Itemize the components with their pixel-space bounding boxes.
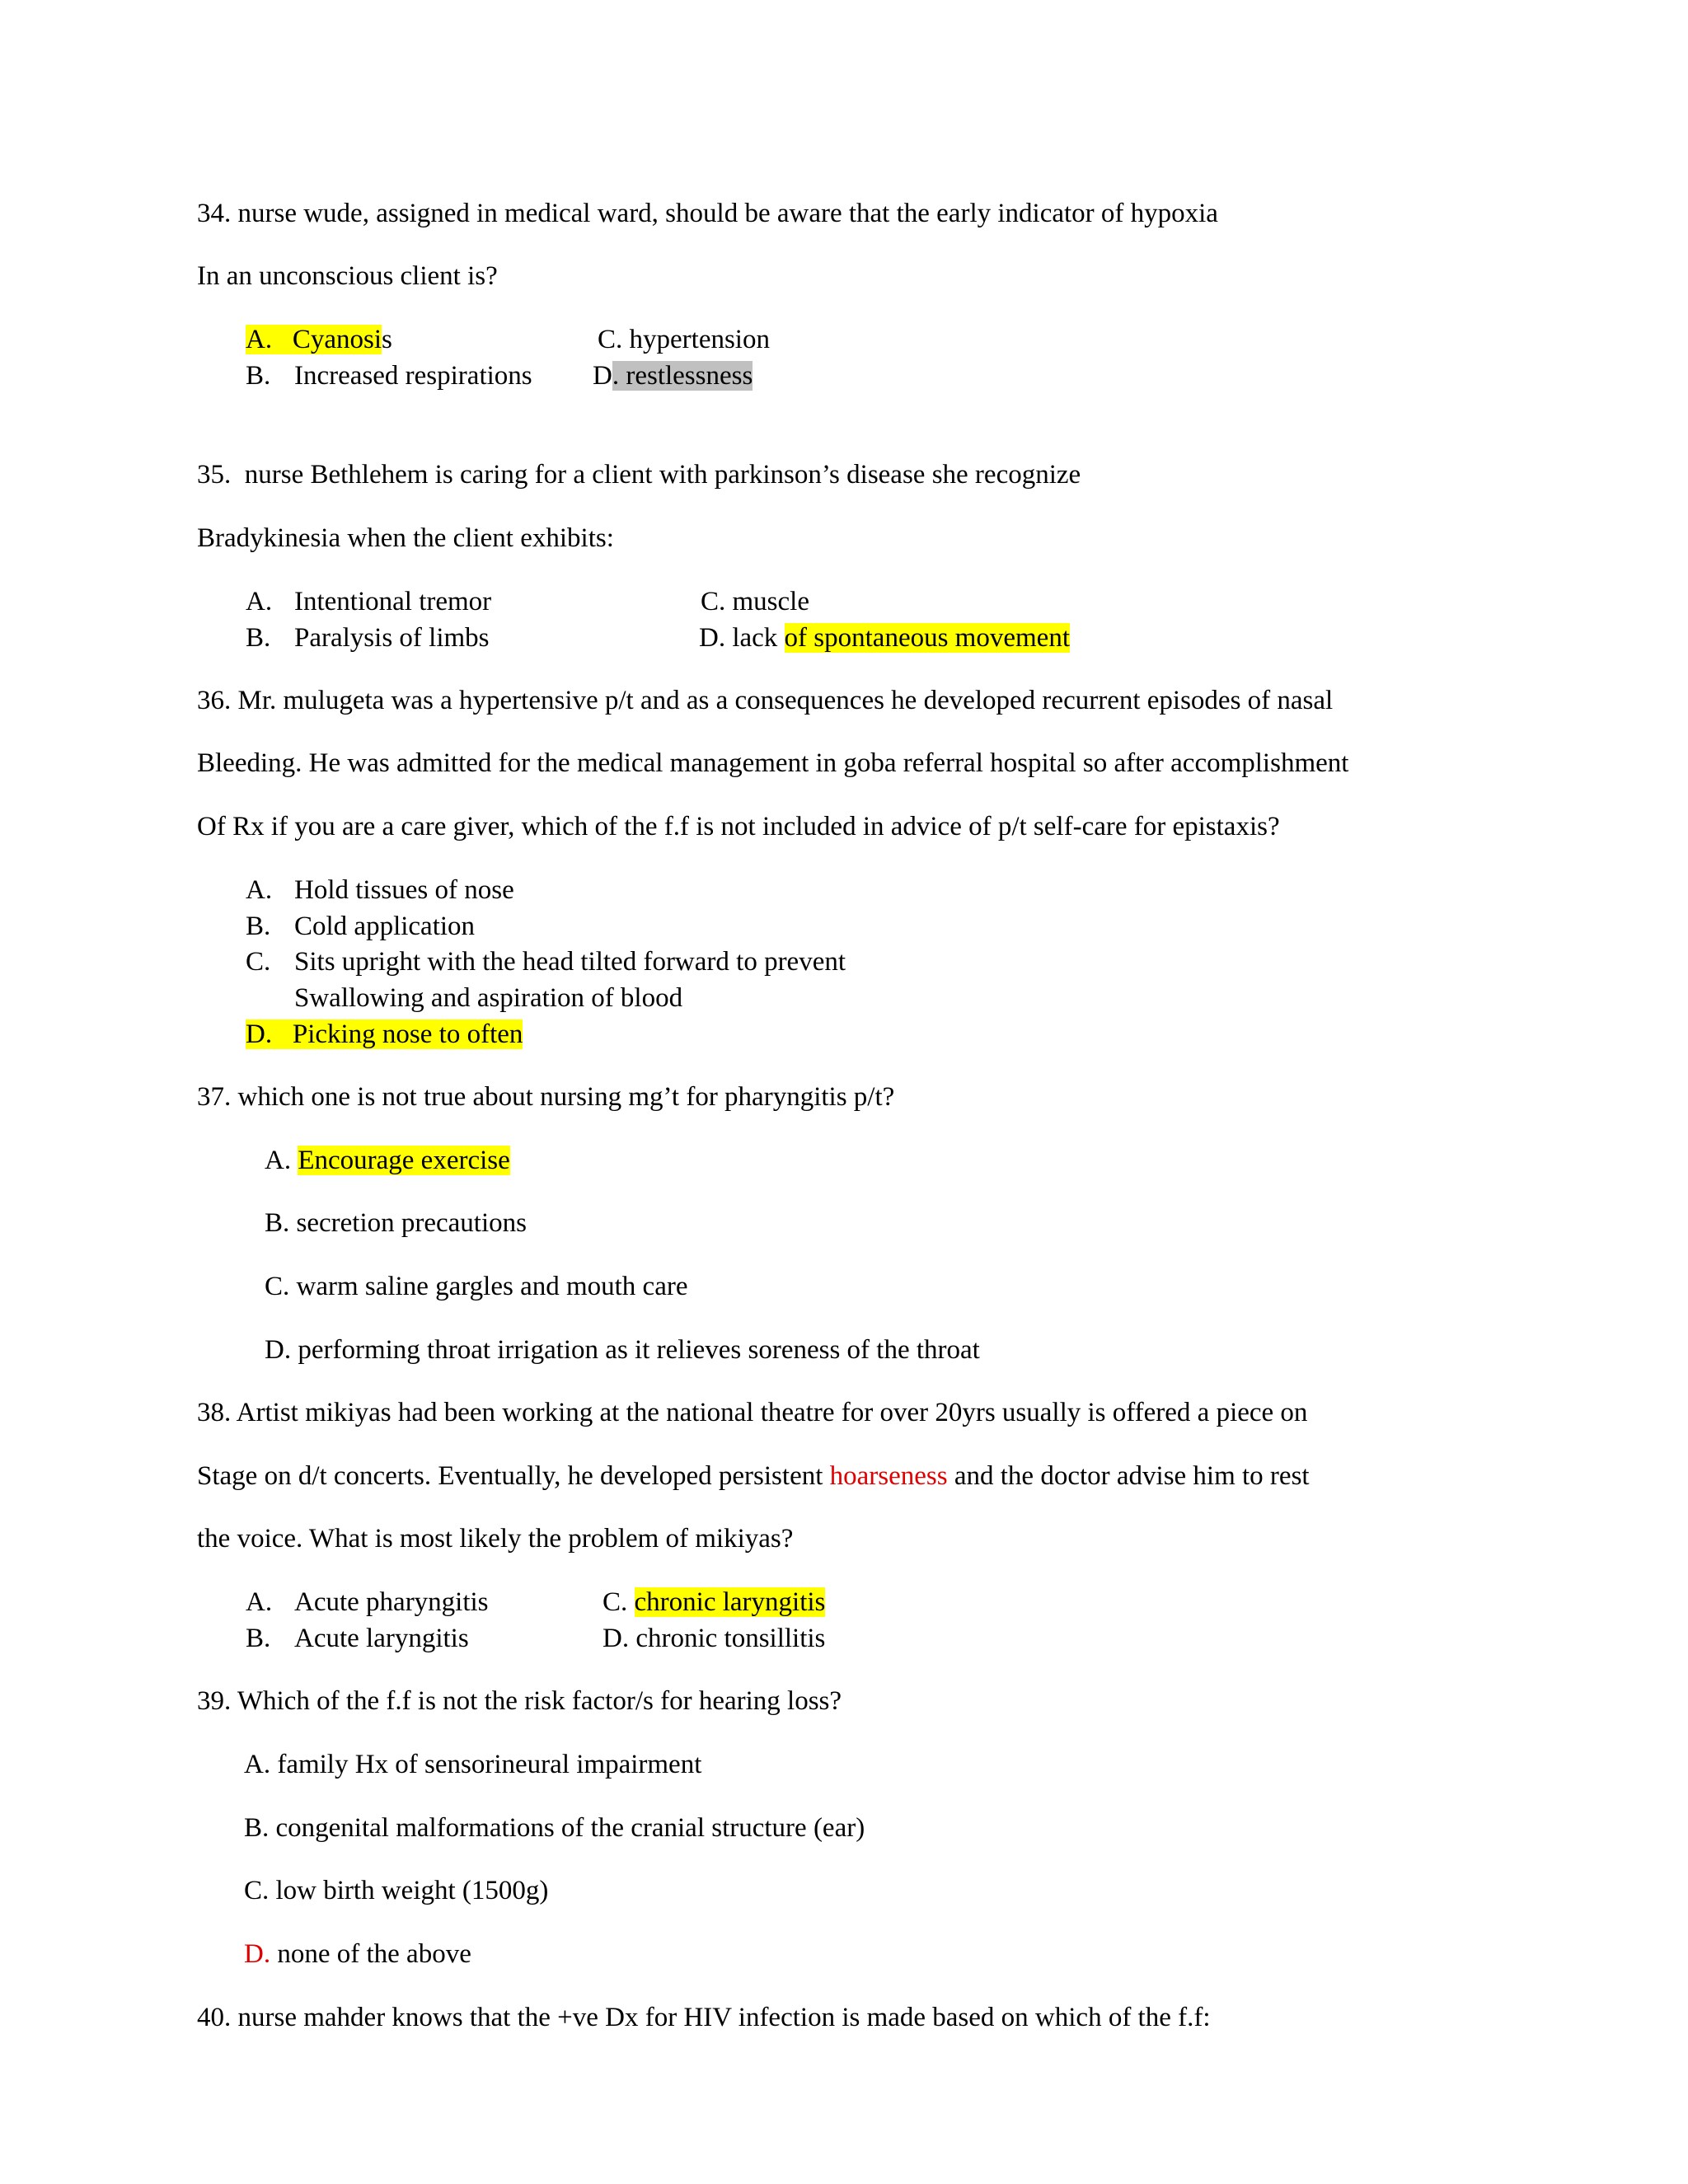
q37-option-a-highlighted: Encourage exercise — [298, 1146, 510, 1175]
question-38-line-3: the voice. What is most likely the problem of mikiyas? — [197, 1524, 794, 1554]
q38-option-c-highlighted: chronic laryngitis — [634, 1587, 826, 1617]
q36-option-c-label: C. — [246, 947, 271, 977]
question-39-line-1: 39. Which of the f.f is not the risk factor/s for hearing loss? — [197, 1686, 842, 1716]
q34-option-a-rest: s — [382, 325, 392, 354]
q36-option-d — [246, 1021, 523, 1048]
q36-option-b-text: Cold application — [294, 912, 476, 941]
q36-option-d-gap — [272, 1019, 293, 1049]
q36-option-a-label: A. — [246, 875, 273, 905]
q35-option-d-prefix: D. lack — [699, 623, 785, 653]
q34-option-a-gap — [272, 325, 293, 354]
q38-option-b-label: B. — [246, 1624, 271, 1653]
q37-option-c: C. warm saline gargles and mouth care — [265, 1272, 688, 1301]
question-34-line-1: 34. nurse wude, assigned in medical ward, should be aware that the early indicator of hypoxia — [197, 199, 1218, 228]
q35-option-a-text: Intentional tremor — [294, 587, 492, 616]
q36-option-d-label: D. — [246, 1019, 273, 1049]
q38-line-2-end: and the doctor advise him to rest — [947, 1461, 1310, 1491]
q38-option-c — [603, 1589, 825, 1616]
question-36-line-2: Bleeding. He was admitted for the medical management in goba referral hospital so after accomplishment — [197, 748, 1349, 778]
q39-option-a: A. family Hx of sensorineural impairment — [244, 1750, 702, 1779]
q37-option-a — [265, 1147, 510, 1174]
q34-option-a-label: A. — [246, 325, 273, 354]
question-38-line-1: 38. Artist mikiyas had been working at the national theatre for over 20yrs usually is offered a piece on — [197, 1398, 1308, 1427]
q36-option-d-text: Picking nose to often — [292, 1019, 523, 1049]
q39-option-d-text: none of the above — [270, 1939, 471, 1969]
q35-option-d — [699, 625, 1070, 652]
q39-option-c: C. low birth weight (1500g) — [244, 1876, 549, 1905]
q37-option-b: B. secretion precautions — [265, 1208, 527, 1238]
q36-option-c-text-2: Swallowing and aspiration of blood — [294, 983, 683, 1013]
question-34-line-2: In an unconscious client is? — [197, 261, 498, 291]
q38-line-2-start: Stage on d/t concerts. Eventually, he developed persistent — [197, 1461, 830, 1491]
q39-option-d-label: D. — [244, 1939, 271, 1969]
q36-option-c-text-1: Sits upright with the head tilted forward to prevent — [294, 947, 846, 977]
q38-option-c-label: C. — [603, 1587, 635, 1617]
q34-option-c: C. hypertension — [598, 325, 770, 354]
q34-option-d-highlighted: . restlessness — [612, 361, 753, 391]
q35-option-a-label: A. — [246, 587, 273, 616]
question-35-line-1: 35. nurse Bethlehem is caring for a client with parkinson’s disease she recognize — [197, 460, 1081, 490]
q36-option-b-label: B. — [246, 912, 271, 941]
question-40-line-1: 40. nurse mahder knows that the +ve Dx for HIV infection is made based on which of the f.f: — [197, 2003, 1211, 2032]
question-37-line-1: 37. which one is not true about nursing mg’t for pharyngitis p/t? — [197, 1082, 895, 1112]
q38-option-b-text: Acute laryngitis — [294, 1624, 469, 1653]
q34-option-d-label: D — [593, 361, 612, 391]
q39-option-d — [244, 1941, 471, 1968]
question-36-line-3: Of Rx if you are a care giver, which of the f.f is not included in advice of p/t self-care for epistaxis? — [197, 812, 1280, 841]
q34-option-b-label: B. — [246, 361, 271, 391]
q35-option-d-highlighted: of spontaneous movement — [784, 623, 1070, 653]
q34-option-a — [246, 326, 392, 354]
q34-option-b-text: Increased respirations — [294, 361, 532, 391]
q35-option-b-text: Paralysis of limbs — [294, 623, 490, 653]
question-38-line-2 — [197, 1463, 1310, 1490]
q35-option-c: C. muscle — [701, 587, 809, 616]
q35-option-b-label: B. — [246, 623, 271, 653]
q38-line-2-red-word: hoarseness — [829, 1461, 948, 1491]
q37-option-a-label: A. — [265, 1146, 298, 1175]
q39-option-b: B. congenital malformations of the cranial structure (ear) — [244, 1813, 865, 1843]
q34-option-a-highlighted: Cyanosi — [292, 325, 382, 354]
question-36-line-1: 36. Mr. mulugeta was a hypertensive p/t and as a consequences he developed recurrent episodes of nasal — [197, 686, 1334, 715]
q38-option-d: D. chronic tonsillitis — [603, 1624, 826, 1653]
q36-option-a-text: Hold tissues of nose — [294, 875, 514, 905]
q34-option-d — [593, 363, 753, 390]
question-35-line-2: Bradykinesia when the client exhibits: — [197, 523, 614, 553]
q37-option-d: D. performing throat irrigation as it relieves soreness of the throat — [265, 1335, 980, 1365]
q38-option-a-text: Acute pharyngitis — [294, 1587, 489, 1617]
q38-option-a-label: A. — [246, 1587, 273, 1617]
